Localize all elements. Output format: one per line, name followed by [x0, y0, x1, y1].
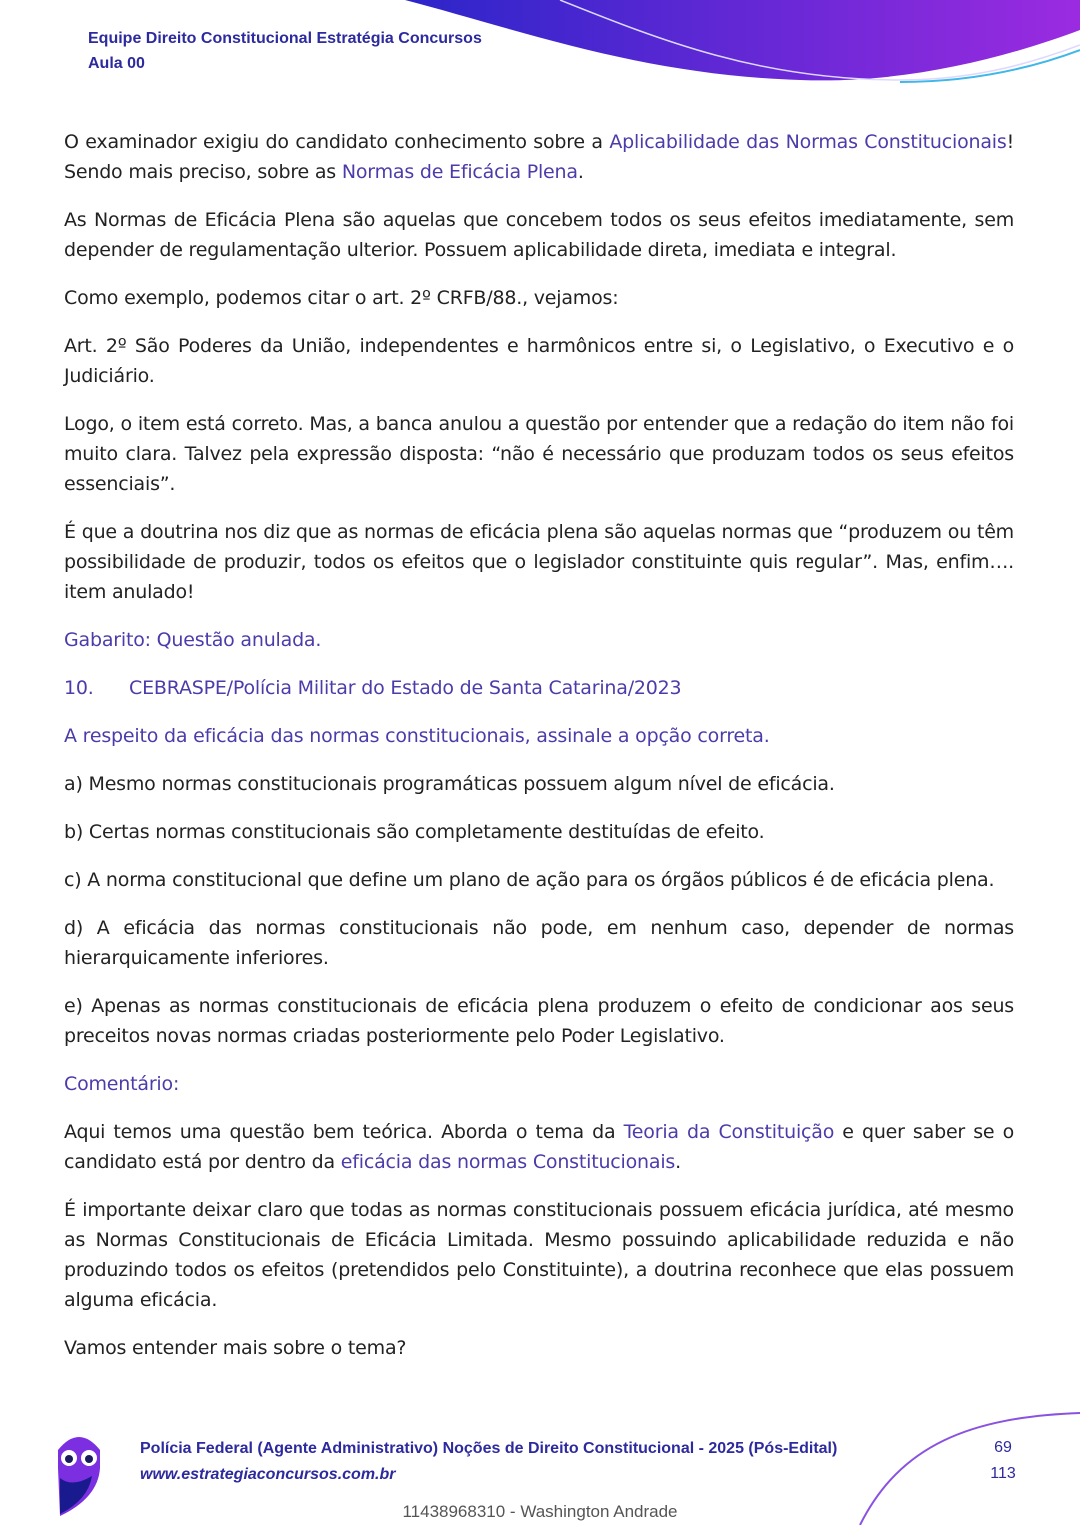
text: Aqui temos uma questão bem teórica. Aborda o tema da — [64, 1121, 624, 1143]
text: . — [675, 1151, 681, 1173]
paragraph: Como exemplo, podemos citar o art. 2º CRFB/88., vejamos: — [64, 287, 619, 309]
highlight: Normas de Eficácia Plena — [341, 161, 578, 183]
text: O examinador exigiu do candidato conhecimento sobre a — [64, 131, 610, 153]
question-statement: A respeito da eficácia das normas constitucionais, assinale a opção correta. — [64, 725, 770, 747]
option-e: e) Apenas as normas constitucionais de eficácia plena produzem o efeito de condicionar aos seus preceitos novas normas criadas posteriormente pelo Poder Legislativo. — [64, 995, 1014, 1047]
paragraph: Vamos entender mais sobre o tema? — [64, 1337, 407, 1359]
question-header — [64, 673, 1014, 703]
footer-website-link[interactable]: www.estrategiaconcursos.com.br — [140, 1466, 396, 1483]
document-body — [64, 127, 1014, 1381]
text: e quer saber se o candidato está por dentro da — [64, 1121, 1014, 1173]
option-a: a) Mesmo normas constitucionais programáticas possuem algum nível de eficácia. — [64, 773, 835, 795]
paragraph: Logo, o item está correto. Mas, a banca anulou a questão por entender que a redação do item não foi muito clara. Talvez pela expressão disposta: “não é necessário que produzam todos os seus efeitos essenciais”. — [64, 413, 1014, 495]
footer-course-title: Polícia Federal (Agente Administrativo) Noções de Direito Constitucional - 2025 (Pós-Edital) — [140, 1440, 838, 1457]
page-total: 113 — [990, 1465, 1016, 1482]
highlight: Aplicabilidade das Normas Constitucionais — [609, 131, 1007, 153]
law-quote: Art. 2º São Poderes da União, independentes e harmônicos entre si, o Legislativo, o Executivo e o Judiciário. — [64, 335, 1014, 387]
highlight: Teoria da Constituição — [623, 1121, 835, 1143]
option-c: c) A norma constitucional que define um plano de ação para os órgãos públicos é de eficácia plena. — [64, 869, 995, 891]
header-lesson: Aula 00 — [88, 55, 145, 72]
page-number: 69 — [994, 1439, 1012, 1456]
paragraph: É importante deixar claro que todas as normas constitucionais possuem eficácia jurídica, até mesmo as Normas Constitucionais de Eficácia Limitada. Mesmo possuindo aplicabilidade reduzida e não produzindo todos os efeitos (pretendidos pelo Constituinte), a doutrina reconhece que elas possuem alguma eficácia. — [64, 1199, 1014, 1311]
option-d: d) A eficácia das normas constitucionais não pode, em nenhum caso, depender de normas hierarquicamente inferiores. — [64, 917, 1014, 969]
question-source: CEBRASPE/Polícia Militar do Estado de Santa Catarina/2023 — [129, 677, 682, 699]
paragraph: É que a doutrina nos diz que as normas de eficácia plena são aquelas normas que “produzem ou têm possibilidade de produzir, todos os efeitos que o legislador constituinte quis regular”. Mas, enfim…. item anulado! — [64, 521, 1014, 603]
highlight: eficácia das normas Constitucionais — [340, 1151, 676, 1173]
option-b: b) Certas normas constitucionais são completamente destituídas de efeito. — [64, 821, 765, 843]
paragraph — [64, 1117, 1014, 1177]
paragraph: As Normas de Eficácia Plena são aquelas que concebem todos os seus efeitos imediatamente, sem depender de regulamentação ulterior. Possuem aplicabilidade direta, imediata e integral. — [64, 209, 1014, 261]
question-number: 10. — [64, 677, 94, 699]
footer-user-watermark: 11438968310 - Washington Andrade — [402, 1502, 678, 1521]
comment-heading: Comentário: — [64, 1073, 180, 1095]
answer-key: Gabarito: Questão anulada. — [64, 629, 322, 651]
paragraph — [64, 127, 1014, 187]
text: . — [577, 161, 584, 183]
text: ! Sendo mais preciso, sobre as — [64, 131, 1014, 183]
header-team: Equipe Direito Constitucional Estratégia Concursos — [88, 30, 482, 47]
